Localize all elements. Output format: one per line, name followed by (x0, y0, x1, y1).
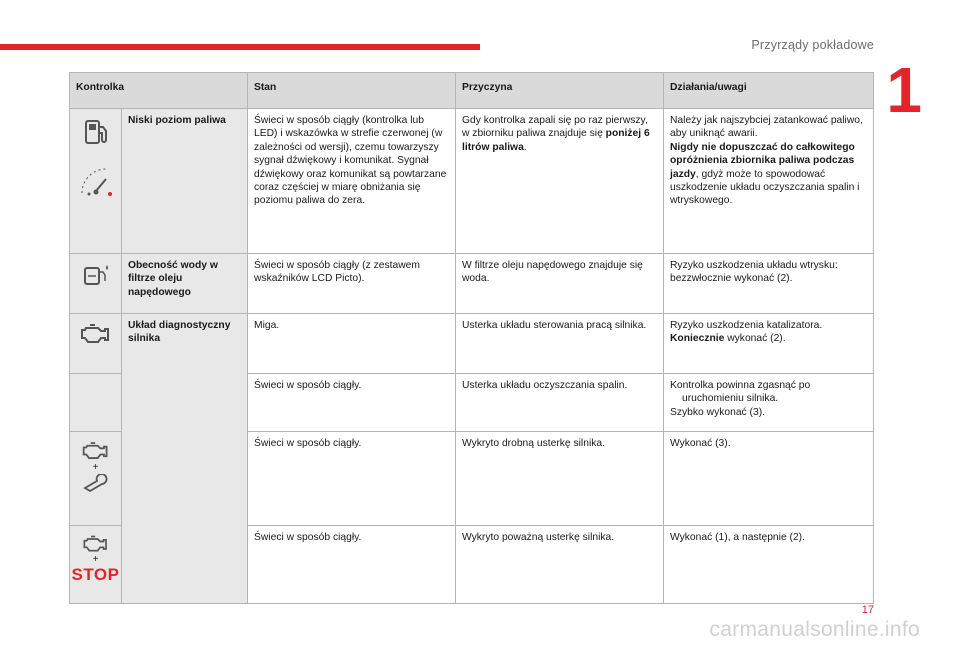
action-bold-text: Koniecznie (670, 333, 725, 345)
cause-text: Gdy kontrolka zapali się po raz pierwszy, w zbiorniku paliwa znajduje się (462, 115, 648, 140)
action-text: Ryzyko uszkodzenia katalizatora. (670, 320, 823, 331)
icon-cell (70, 109, 122, 254)
action-cell (664, 109, 874, 254)
cause-bold-text: poniżej 6 litrów paliwa (462, 128, 650, 153)
plus-sign: + (92, 554, 99, 565)
table-row (70, 314, 874, 374)
icon-cell (70, 314, 122, 374)
action-cell: Ryzyko uszkodzenia układu wtrysku: bezzwłocznie wykonać (2). (664, 254, 874, 314)
cause-cell: W filtrze oleju napędowego znajduje się woda. (456, 254, 664, 314)
action-text-2: Szybko wykonać (3). (670, 406, 765, 418)
action-cell: Wykonać (1), a następnie (2). (664, 526, 874, 604)
action-cell (664, 314, 874, 374)
icon-cell (70, 432, 122, 526)
warning-name: Niski poziom paliwa (122, 109, 248, 254)
cause-cell: Wykryto poważną usterkę silnika. (456, 526, 664, 604)
status-cell: Świeci w sposób ciągły (z zestawem wskaźników LCD Picto). (248, 254, 456, 314)
column-header-przyczyna: Przyczyna (456, 73, 664, 109)
status-cell: Świeci w sposób ciągły. (248, 526, 456, 604)
water-in-diesel-filter-icon (81, 262, 111, 288)
icon-cell (70, 374, 122, 432)
status-cell: Miga. (248, 314, 456, 374)
table-row (70, 109, 874, 254)
column-header-stan: Stan (248, 73, 456, 109)
top-accent-bar (0, 44, 480, 50)
warning-lights-table (69, 72, 874, 604)
stop-icon: STOP (71, 565, 120, 584)
cause-cell: Usterka układu sterowania pracą silnika. (456, 314, 664, 374)
icon-cell (70, 254, 122, 314)
icon-cell (70, 526, 122, 604)
warning-name: Układ diagnostyczny silnika (122, 314, 248, 604)
action-cell (664, 374, 874, 432)
watermark: carmanualsonline.info (709, 618, 920, 641)
action-bold-text: Nigdy nie dopuszczać do całkowitego opróżnienia zbiornika paliwa podczas jazdy (670, 141, 855, 180)
action-text: Kontrolka powinna zgasnąć po uruchomieniu silnika. (670, 380, 811, 405)
status-cell: Świeci w sposób ciągły (kontrolka lub LED) i wskazówka w strefie czerwonej (w zależności od wersji), czemu towarzyszy sygnał dźwiękowy i komunikat. Sygnał dźwiękowy oraz komunikat są powtarzane coraz częściej w miarę obniżania się poziomu paliwa do zera. (248, 109, 456, 254)
engine-icon (79, 322, 113, 346)
table-row (70, 254, 874, 314)
section-title: Przyrządy pokładowe (751, 38, 874, 52)
action-text: Należy jak najszybciej zatankować paliwo, aby uniknąć awarii. (670, 115, 863, 140)
column-header-kontrolka: Kontrolka (70, 73, 248, 109)
warning-name: Obecność wody w filtrze oleju napędowego (122, 254, 248, 314)
action-text-end: wykonać (2). (724, 333, 786, 345)
action-cell: Wykonać (3). (664, 432, 874, 526)
plus-sign: + (92, 462, 99, 473)
status-cell: Świeci w sposób ciągły. (248, 374, 456, 432)
engine-icon (81, 534, 111, 554)
cause-cell: Wykryto drobną usterkę silnika. (456, 432, 664, 526)
page-number: 17 (861, 604, 874, 616)
action-text-end: , gdyż może to spowodować uszkodzenie układu oczyszczania spalin i wtryskowego. (670, 168, 860, 207)
fuel-pump-icon (81, 117, 111, 147)
cause-cell: Usterka układu oczyszczania spalin. (456, 374, 664, 432)
table-header-row (70, 73, 874, 109)
status-cell: Świeci w sposób ciągły. (248, 432, 456, 526)
cause-text-end: . (523, 141, 527, 153)
fuel-gauge-icon (76, 163, 116, 199)
cause-cell (456, 109, 664, 254)
chapter-number: 1 (886, 54, 922, 126)
engine-icon (81, 440, 111, 462)
wrench-icon (82, 474, 110, 492)
column-header-dzialania: Działania/uwagi (664, 73, 874, 109)
